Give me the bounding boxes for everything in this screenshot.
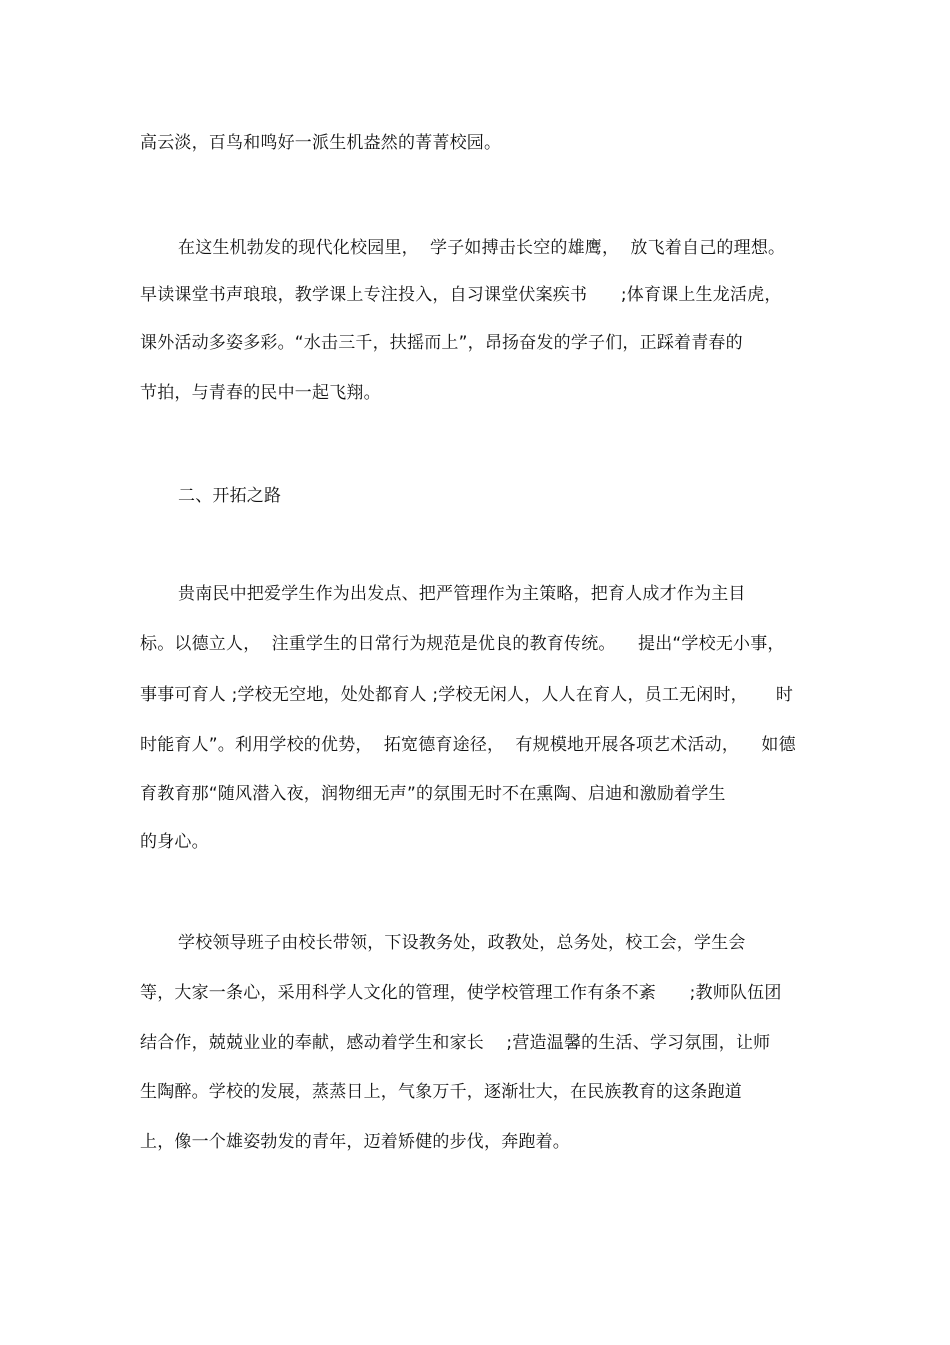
text-line: 生陶醉。学校的发展，蒸蒸日上，气象万千，逐渐壮大，在民族教育的这条跑道 bbox=[140, 1082, 742, 1102]
text-line: 上，像一个雄姿勃发的青年，迈着矫健的步伐，奔跑着。 bbox=[140, 1132, 570, 1152]
text-line: 时能育人”。利用学校的优势， 拓宽德育途径， 有规模地开展各项艺术活动， 如德 bbox=[140, 735, 796, 755]
text-line: 课外活动多姿多彩。“水击三千，扶摇而上”，昂扬奋发的学子们，正踩着青春的 bbox=[140, 333, 743, 353]
text-line: 的身心。 bbox=[140, 832, 209, 852]
text-line: 学校领导班子由校长带领，下设教务处，政教处，总务处，校工会，学生会 bbox=[178, 933, 746, 953]
text-line: 结合作，兢兢业业的奉献，感动着学生和家长 ;营造温馨的生活、学习氛围，让师 bbox=[140, 1033, 771, 1053]
text-line: 在这生机勃发的现代化校园里， 学子如搏击长空的雄鹰， 放飞着自己的理想。 bbox=[178, 238, 786, 258]
text-line: 事事可育人 ;学校无空地，处处都育人 ;学校无闲人，人人在育人，员工无闲时， 时 bbox=[140, 685, 794, 705]
text-line: 标。以德立人， 注重学生的日常行为规范是优良的教育传统。 提出“学校无小事， bbox=[140, 634, 785, 654]
section-heading: 二、开拓之路 bbox=[178, 486, 282, 506]
text-line: 高云淡，百鸟和鸣好一派生机盎然的菁菁校园。 bbox=[140, 133, 502, 153]
text-line: 贵南民中把爱学生作为出发点、把严管理作为主策略，把育人成才作为主目 bbox=[178, 584, 746, 604]
text-line: 节拍，与青春的民中一起飞翔。 bbox=[140, 383, 381, 403]
text-line: 等，大家一条心，采用科学人文化的管理，使学校管理工作有条不紊 ;教师队伍团 bbox=[140, 983, 782, 1003]
text-line: 育教育那“随风潜入夜，润物细无声”的氛围无时不在熏陶、启迪和激励着学生 bbox=[140, 784, 726, 804]
text-line: 早读课堂书声琅琅，教学课上专注投入，自习课堂伏案疾书 ;体育课上生龙活虎， bbox=[140, 285, 782, 305]
